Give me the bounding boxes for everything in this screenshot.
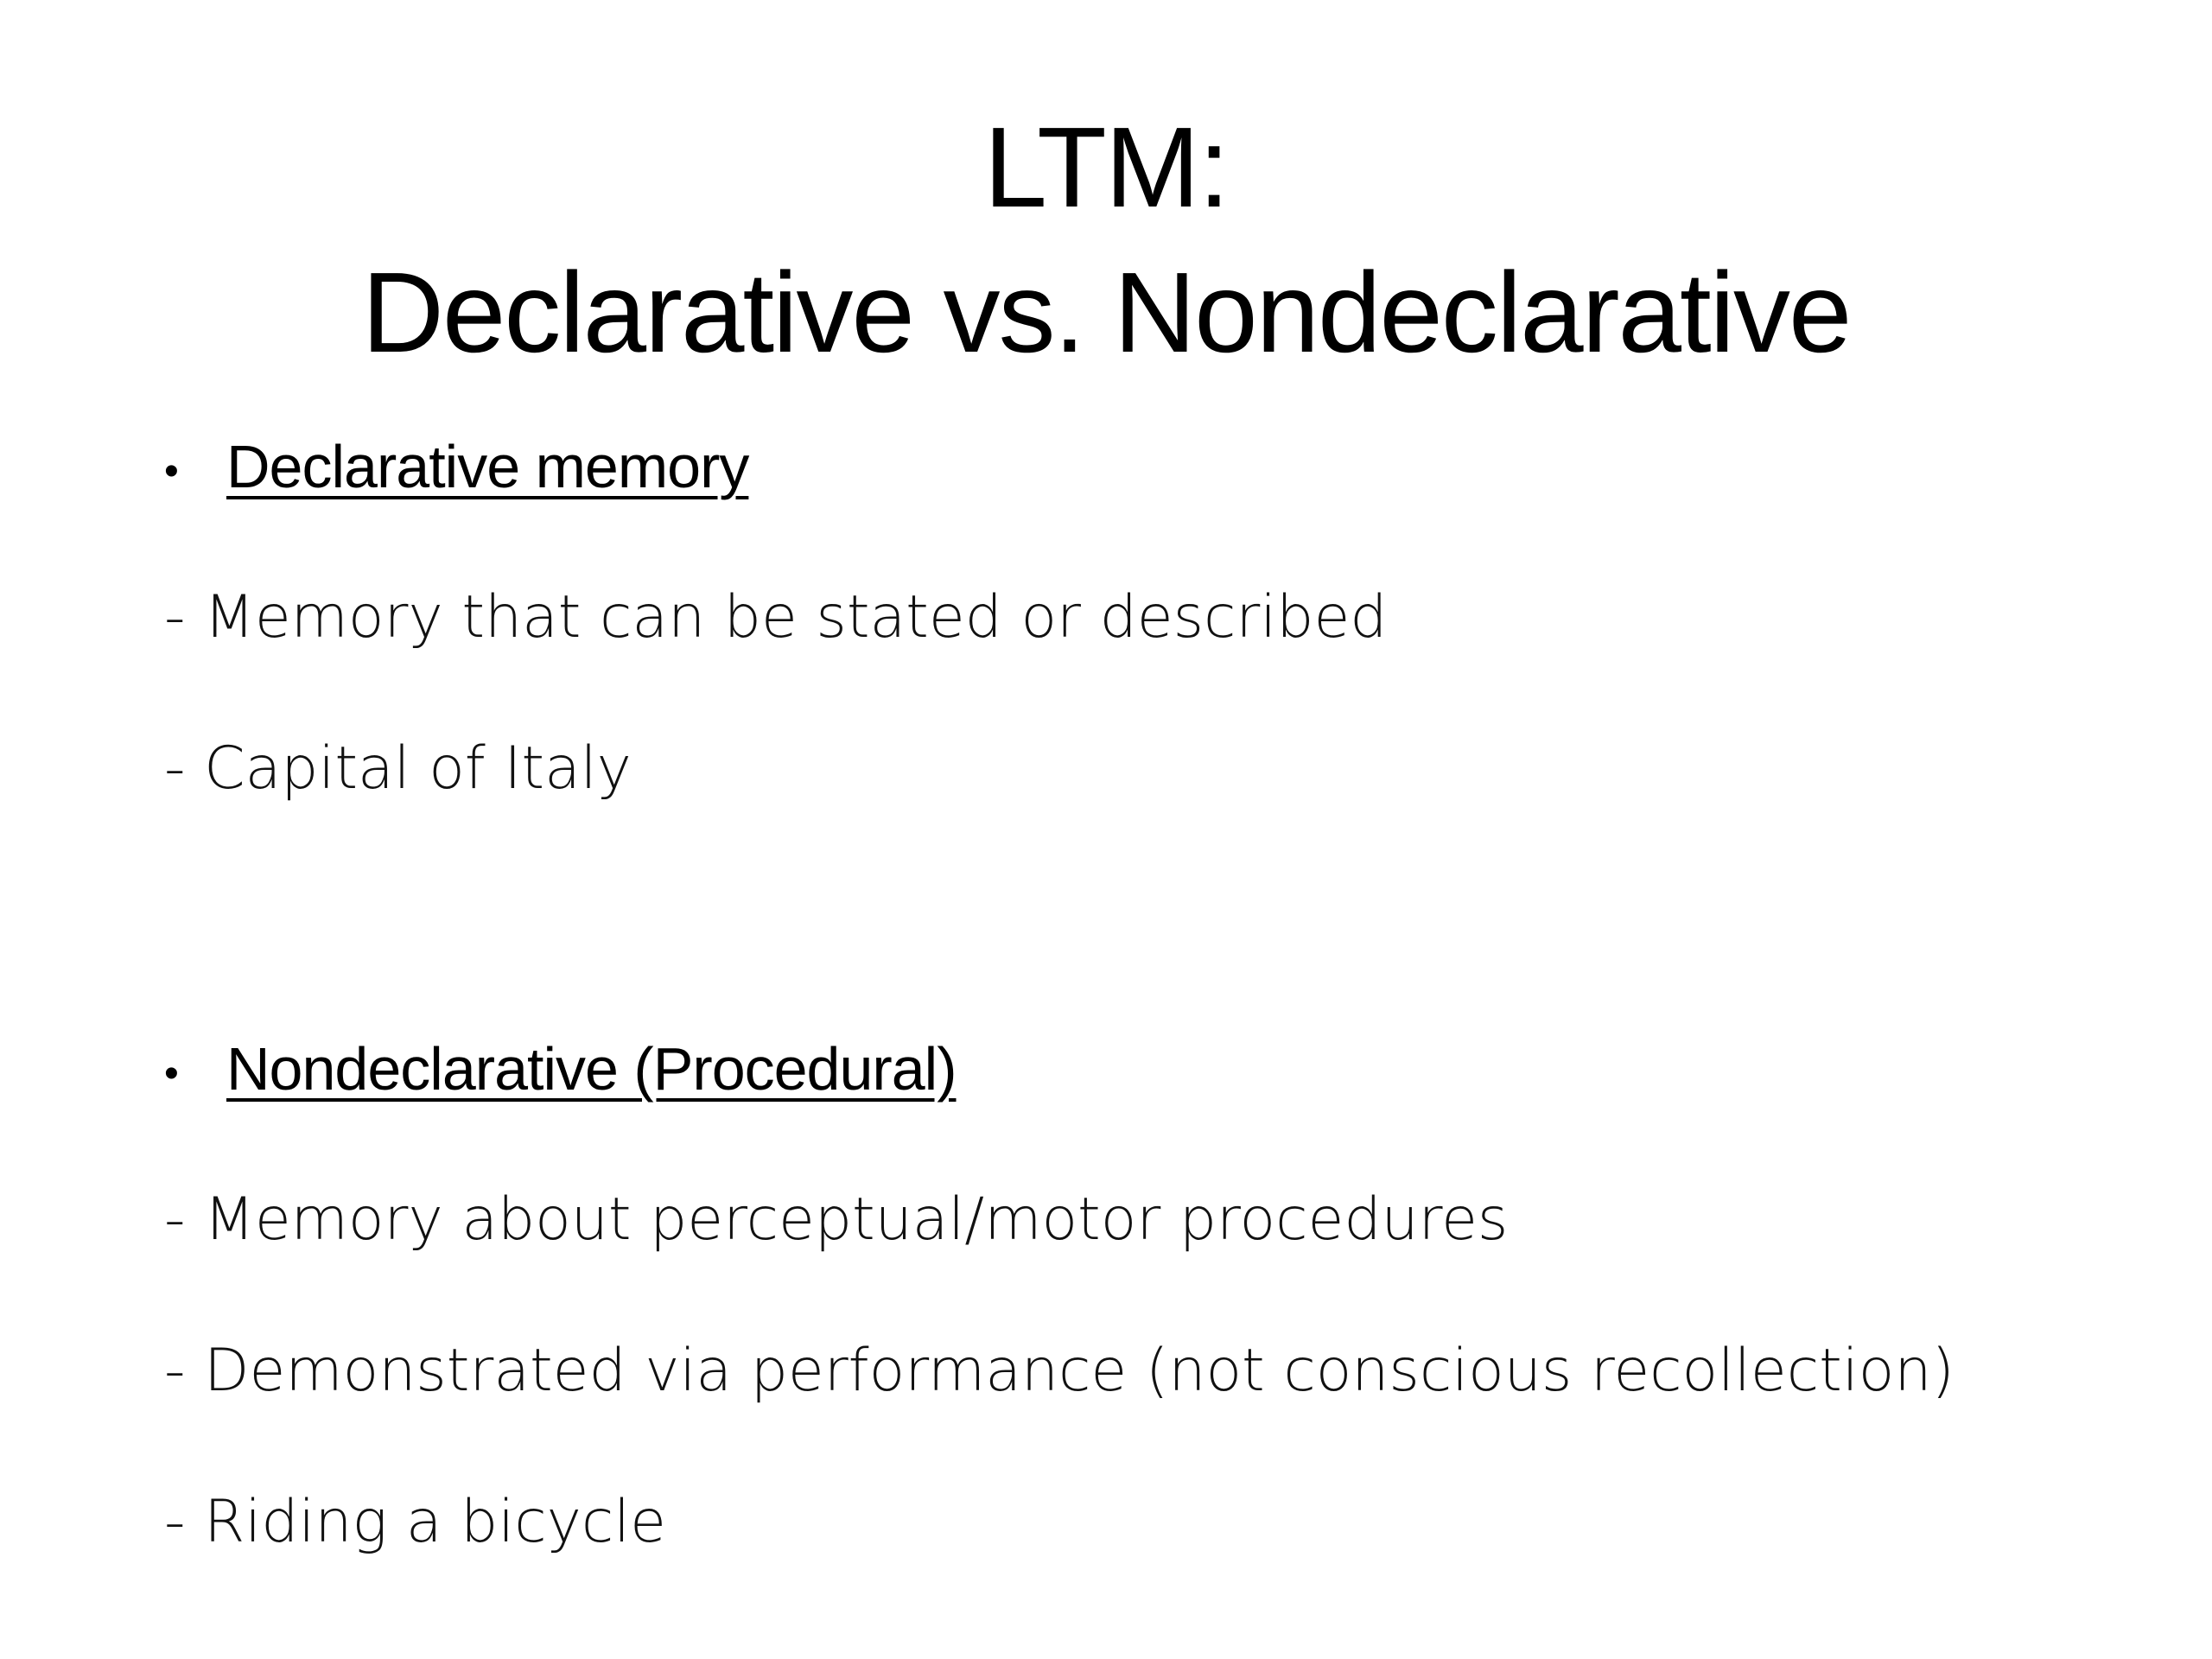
section-heading-nondeclarative: Nondeclarative (Procedural) [226,1035,957,1103]
bullet-nondeclarative [164,1034,957,1109]
item-nondeclarative-demonstration: - Demonstrated via performance (not conscious recollection) [164,1337,1955,1405]
title-line-2: Declarative vs. Nondeclarative [361,249,1851,376]
bullet-dot-icon: • [164,1050,179,1096]
bullet-declarative-memory [164,432,748,506]
item-declarative-definition: - Memory that can be stated or described [164,583,1388,652]
title-line-1: LTM: [983,104,1229,231]
section-heading-declarative: Declarative memory [226,433,749,500]
slide-title [0,95,2212,385]
bullet-dot-icon: • [164,448,179,494]
item-nondeclarative-definition: - Memory about perceptual/motor procedures [164,1185,1509,1254]
item-declarative-example: - Capital of Italy [164,734,632,803]
item-nondeclarative-example: - Riding a bicycle [164,1488,666,1556]
